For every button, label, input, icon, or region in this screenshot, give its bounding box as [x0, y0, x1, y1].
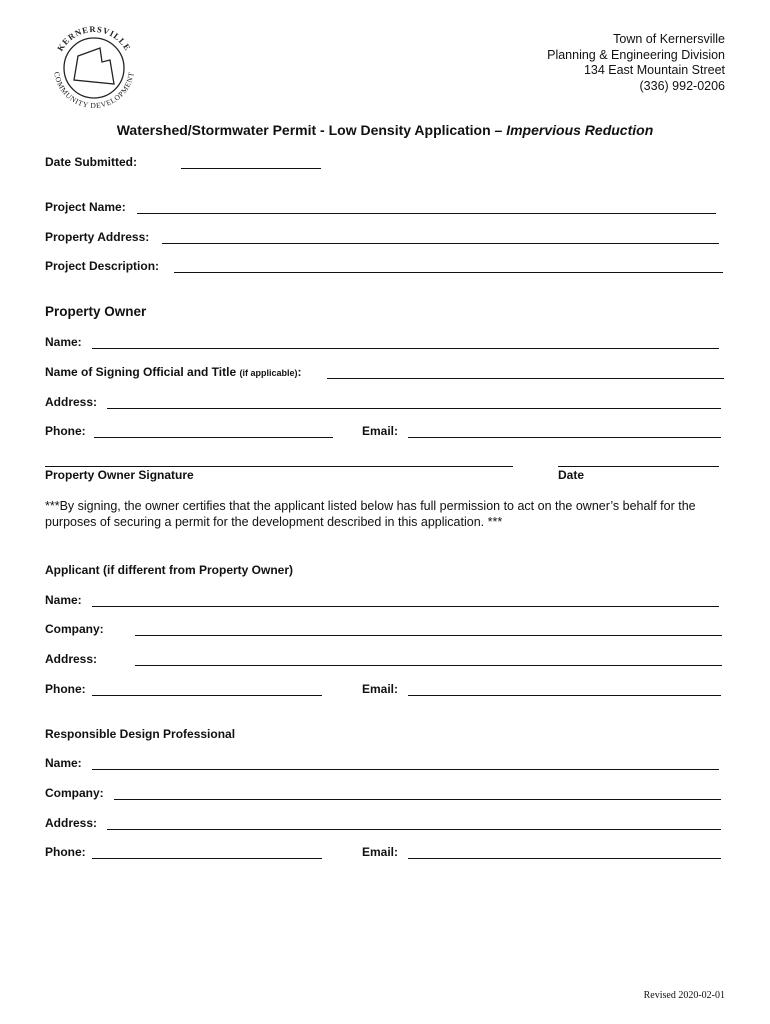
applicant-name-field[interactable] — [92, 606, 719, 607]
signing-official-colon: : — [297, 365, 302, 379]
designer-name-label: Name: — [45, 756, 82, 770]
street-address: 134 East Mountain Street — [583, 63, 725, 77]
owner-signature-label: Property Owner Signature — [45, 468, 194, 482]
property-address-field[interactable] — [162, 243, 719, 244]
signing-official-label — [45, 365, 301, 379]
owner-email-label: Email: — [362, 424, 399, 438]
logo-arc-bottom: COMMUNITY DEVELOPMENT — [52, 71, 136, 111]
property-owner-heading: Property Owner — [45, 304, 147, 319]
owner-certification-note: ***By signing, the owner certifies that the applicant listed below has full permission to act on the owner’s behalf for the purposes of securing a permit for the development described in this application. *** — [45, 499, 696, 529]
applicant-company-label: Company: — [45, 622, 104, 636]
applicant-phone-field[interactable] — [92, 695, 322, 696]
logo-arc-top: KERNERSVILLE — [54, 23, 134, 53]
designer-heading: Responsible Design Professional — [45, 727, 236, 741]
designer-email-label: Email: — [362, 845, 399, 859]
applicant-company-field[interactable] — [135, 635, 722, 636]
owner-phone-label: Phone: — [45, 424, 86, 438]
owner-name-label: Name: — [45, 335, 82, 349]
designer-name-field[interactable] — [92, 769, 719, 770]
property-address-label: Property Address: — [45, 230, 150, 244]
applicant-phone-label: Phone: — [45, 682, 86, 696]
owner-address-field[interactable] — [107, 408, 721, 409]
applicant-email-field[interactable] — [408, 695, 721, 696]
applicant-address-label: Address: — [45, 652, 98, 666]
applicant-heading: Applicant (if different from Property Owner) — [45, 563, 294, 577]
signing-official-note: (if applicable) — [239, 368, 298, 378]
office-address-block — [547, 32, 725, 94]
owner-address-label: Address: — [45, 395, 98, 409]
project-description-label: Project Description: — [45, 259, 160, 273]
form-title — [0, 122, 770, 138]
applicant-name-label: Name: — [45, 593, 82, 607]
designer-address-label: Address: — [45, 816, 98, 830]
owner-name-field[interactable] — [92, 348, 719, 349]
town-name: Town of Kernersville — [613, 32, 725, 46]
form-title-main: Watershed/Stormwater Permit - Low Density Application – — [116, 122, 507, 138]
signing-official-field[interactable] — [327, 378, 724, 379]
designer-company-label: Company: — [45, 786, 104, 800]
designer-address-field[interactable] — [107, 829, 721, 830]
form-title-italic: Impervious Reduction — [506, 122, 654, 138]
logo-seal-icon — [44, 18, 144, 118]
owner-signature-date-label: Date — [558, 468, 585, 482]
date-submitted-field[interactable] — [181, 168, 321, 169]
applicant-email-label: Email: — [362, 682, 399, 696]
phone-number: (336) 992-0206 — [639, 78, 725, 93]
revision-date: Revised 2020-02-01 — [643, 990, 725, 1001]
designer-phone-field[interactable] — [92, 858, 322, 859]
project-name-field[interactable] — [137, 213, 716, 214]
owner-signature-date-field[interactable] — [558, 466, 719, 467]
project-name-label: Project Name: — [45, 200, 126, 214]
project-description-field[interactable] — [174, 272, 723, 273]
designer-phone-label: Phone: — [45, 845, 86, 859]
designer-company-field[interactable] — [114, 799, 721, 800]
owner-signature-field[interactable] — [45, 466, 513, 467]
designer-email-field[interactable] — [408, 858, 721, 859]
date-submitted-label: Date Submitted: — [45, 155, 138, 169]
applicant-address-field[interactable] — [135, 665, 722, 666]
owner-phone-field[interactable] — [94, 437, 333, 438]
owner-email-field[interactable] — [408, 437, 721, 438]
division-name: Planning & Engineering Division — [547, 47, 725, 62]
signing-official-text: Name of Signing Official and Title — [45, 365, 240, 379]
town-logo — [44, 18, 144, 118]
